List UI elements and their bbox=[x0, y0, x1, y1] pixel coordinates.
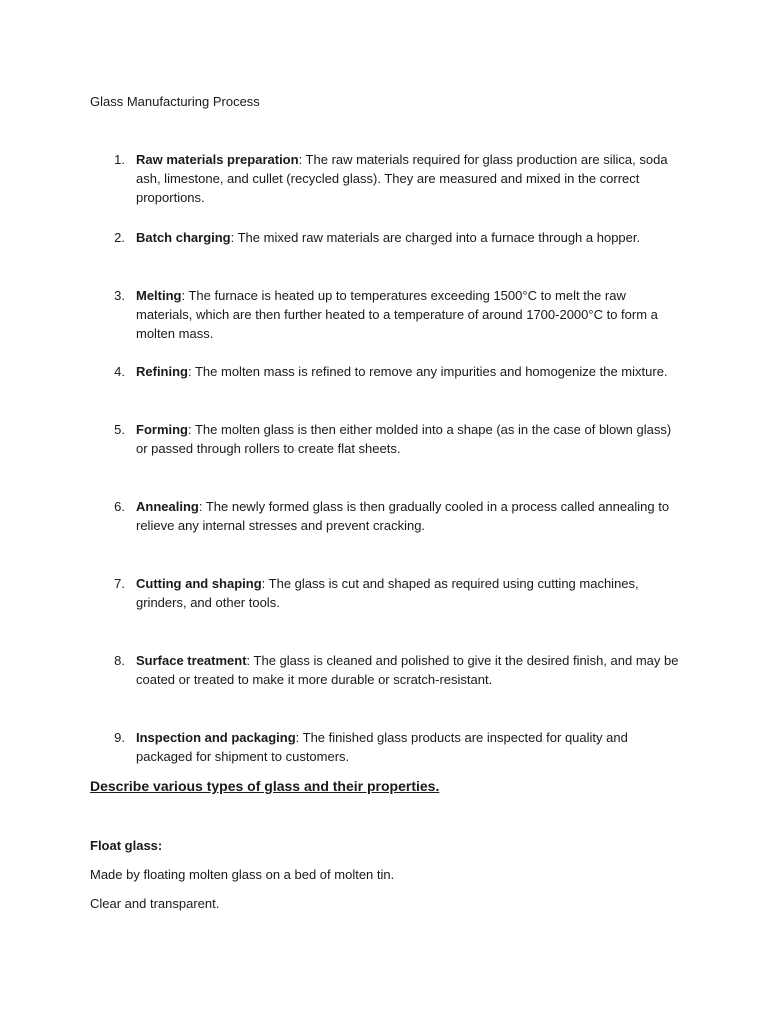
list-item-text: : The molten mass is refined to remove any impurities and homogenize the mixture. bbox=[188, 364, 668, 379]
list-item-term: Refining bbox=[136, 364, 188, 379]
list-item-term: Annealing bbox=[136, 499, 199, 514]
list-item-text: : The raw materials required for glass production are silica, soda ash, limestone, and cullet (recycled glass). They are measured and mixed in the correct proportions. bbox=[136, 152, 668, 205]
list-item-number: 5. bbox=[114, 422, 125, 437]
list-item-term: Batch charging bbox=[136, 230, 231, 245]
list-item-body bbox=[136, 286, 681, 343]
list-item-number: 7. bbox=[114, 576, 125, 591]
float-glass-heading: Float glass: bbox=[90, 838, 163, 853]
list-item-text: : The glass is cut and shaped as required using cutting machines, grinders, and other tools. bbox=[136, 576, 639, 610]
list-item-number: 1. bbox=[114, 152, 125, 167]
list-item-text: : The molten glass is then either molded into a shape (as in the case of blown glass) or passed through rollers to create flat sheets. bbox=[136, 422, 672, 456]
list-item-text: : The mixed raw materials are charged into a furnace through a hopper. bbox=[230, 230, 641, 245]
list-item-term: Cutting and shaping bbox=[136, 576, 262, 591]
list-item-number: 2. bbox=[114, 230, 125, 245]
list-item-term: Forming bbox=[136, 422, 188, 437]
list-item-body bbox=[136, 728, 681, 766]
list-item-number: 6. bbox=[114, 499, 125, 514]
document-title: Glass Manufacturing Process bbox=[90, 94, 260, 109]
list-item-text: : The furnace is heated up to temperatures exceeding 1500°C to melt the raw materials, which are then further heated to a temperature of around 1700-2000°C to form a molten mass. bbox=[136, 288, 658, 341]
list-item-body bbox=[136, 497, 681, 535]
list-item-body bbox=[136, 574, 681, 612]
float-glass-line: Clear and transparent. bbox=[90, 896, 220, 911]
list-item-text: : The newly formed glass is then gradually cooled in a process called annealing to relieve any internal stresses and prevent cracking. bbox=[136, 499, 670, 533]
list-item-number: 8. bbox=[114, 653, 125, 668]
list-item-body bbox=[136, 420, 681, 458]
list-item-term: Inspection and packaging bbox=[136, 730, 296, 745]
list-item-term: Raw materials preparation bbox=[136, 152, 299, 167]
float-glass-line: Made by floating molten glass on a bed of molten tin. bbox=[90, 867, 395, 882]
list-item-text: : The finished glass products are inspected for quality and packaged for shipment to customers. bbox=[136, 730, 628, 764]
list-item-text: : The glass is cleaned and polished to give it the desired finish, and may be coated or treated to make it more durable or scratch-resistant. bbox=[136, 653, 679, 687]
list-item-body bbox=[136, 362, 681, 381]
list-item-number: 9. bbox=[114, 730, 125, 745]
list-item-term: Melting bbox=[136, 288, 182, 303]
list-item-number: 3. bbox=[114, 288, 125, 303]
list-item-body bbox=[136, 651, 681, 689]
list-item-term: Surface treatment bbox=[136, 653, 247, 668]
list-item-number: 4. bbox=[114, 364, 125, 379]
list-item-body bbox=[136, 228, 681, 247]
list-item-body bbox=[136, 150, 681, 207]
section-heading: Describe various types of glass and their properties. bbox=[90, 778, 440, 794]
